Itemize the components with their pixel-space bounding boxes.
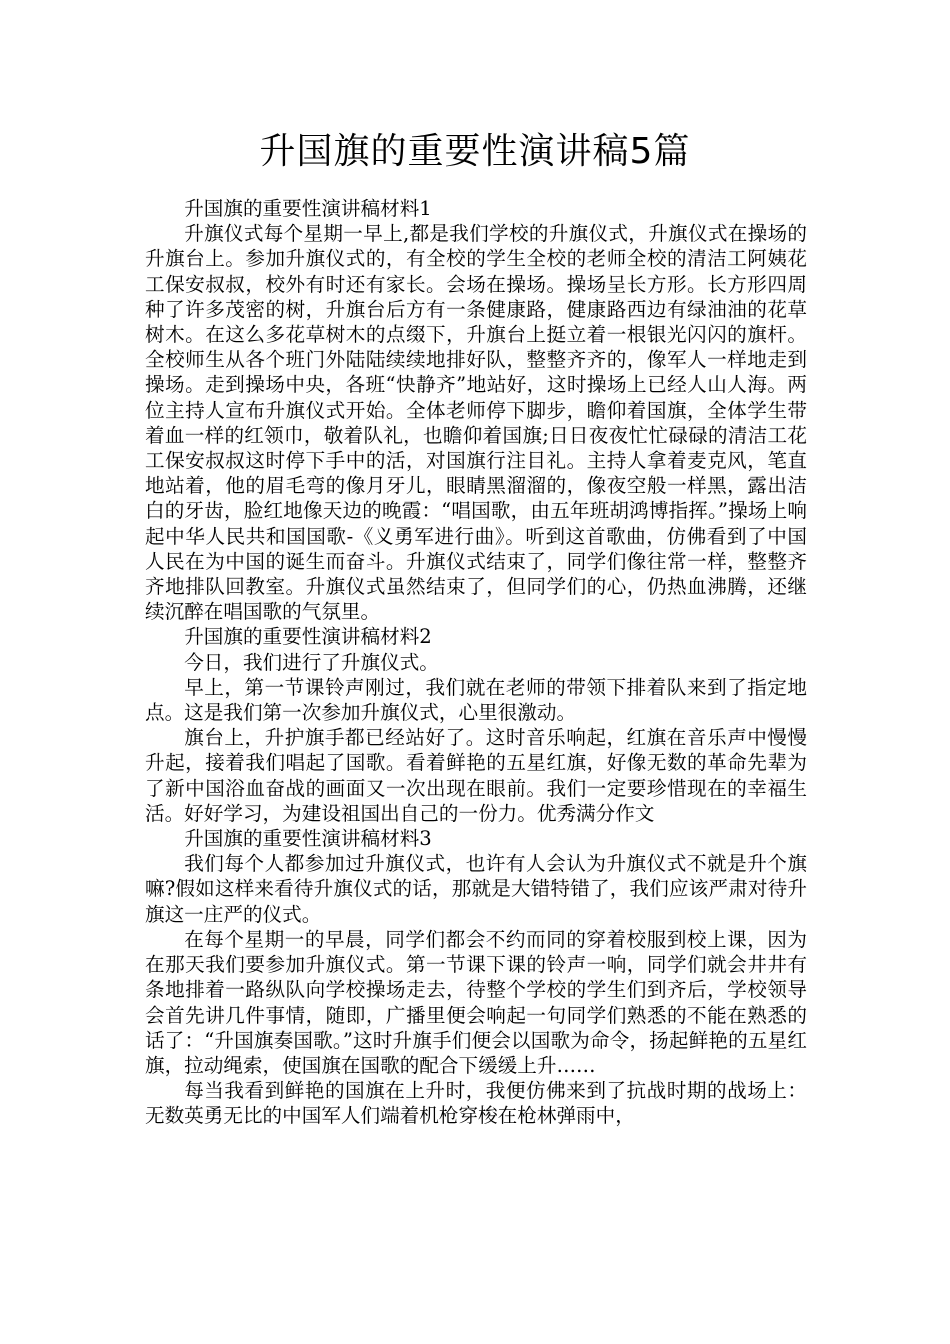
section-heading-1: 升国旗的重要性演讲稿材料1	[184, 197, 432, 220]
paragraph: 每当我看到鲜艳的国旗在上升时，我便仿佛来到了抗战时期的战场上：无数英勇无比的中国军人们端着机枪穿梭在枪林弹雨中，	[145, 1079, 807, 1128]
paragraph: 旗台上，升护旗手都已经站好了。这时音乐响起，红旗在音乐声中慢慢升起，接着我们唱起了国歌。看着鲜艳的五星红旗，好像无数的革命先辈为了新中国浴血奋战的画面又一次出现在眼前。我们一定要珍惜现在的幸福生活。好好学习，为建设祖国出自己的一份力。优秀满分作文	[145, 726, 807, 825]
section-heading-3: 升国旗的重要性演讲稿材料3	[184, 827, 432, 851]
document-title: 升国旗的重要性演讲稿5篇	[259, 131, 691, 172]
section-heading-2: 升国旗的重要性演讲稿材料2	[184, 625, 432, 649]
document-body	[145, 196, 807, 1129]
paragraph: 我们每个人都参加过升旗仪式，也许有人会认为升旗仪式不就是升个旗嘛?假如这样来看待升旗仪式的话，那就是大错特错了，我们应该严肃对待升旗这一庄严的仪式。	[145, 852, 807, 926]
paragraph: 在每个星期一的早晨，同学们都会不约而同的穿着校服到校上课，因为在那天我们要参加升旗仪式。第一节课下课的铃声一响，同学们就会井井有条地排着一路纵队向学校操场走去，待整个学校的学生们到齐后，学校领导会首先讲几件事情，随即，广播里便会响起一句同学们熟悉的不能在熟悉的话了：“升国旗奏国歌。”这时升旗手们便会以国歌为命令，扬起鲜艳的五星红旗，拉动绳索，使国旗在国歌的配合下缓缓上升……	[145, 927, 807, 1077]
paragraph: 今日，我们进行了升旗仪式。	[184, 650, 439, 674]
paragraph: 早上，第一节课铃声刚过，我们就在老师的带领下排着队来到了指定地点。这是我们第一次参加升旗仪式，心里很激动。	[145, 675, 807, 725]
paragraph: 升旗仪式每个星期一早上,都是我们学校的升旗仪式，升旗仪式在操场的升旗台上。参加升旗仪式的，有全校的学生全校的老师全校的清洁工阿姨花工保安叔叔，校外有时还有家长。会场在操场。操场呈长方形。长方形四周种了许多茂密的树，升旗台后方有一条健康路，健康路西边有绿油油的花草树木。在这么多花草树木的点缀下，升旗台上挺立着一根银光闪闪的旗杆。全校师生从各个班门外陆陆续续地排好队，整整齐齐的，像军人一样地走到操场。走到操场中央，各班“快静齐”地站好，这时操场上已经人山人海。两位主持人宣布升旗仪式开始。全体老师停下脚步，瞻仰着国旗，全体学生带着血一样的红领巾，敬着队礼，也瞻仰着国旗;日日夜夜忙忙碌碌的清洁工花工保安叔叔这时停下手中的活，对国旗行注目礼。主持人拿着麦克风，笔直地站着，他的眉毛弯的像月牙儿，眼睛黑溜溜的，像夜空般一样黑，露出洁白的牙齿，脸红地像天边的晚霞：“唱国歌，由五年班胡鸿博指挥。”操场上响起中华人民共和国国歌-《义勇军进行曲》。听到这首歌曲，仿佛看到了中国人民在为中国的诞生而奋斗。升旗仪式结束了，同学们像往常一样，整整齐齐地排队回教室。升旗仪式虽然结束了，但同学们的心，仍热血沸腾，还继续沉醉在唱国歌的气氛里。	[145, 222, 807, 624]
